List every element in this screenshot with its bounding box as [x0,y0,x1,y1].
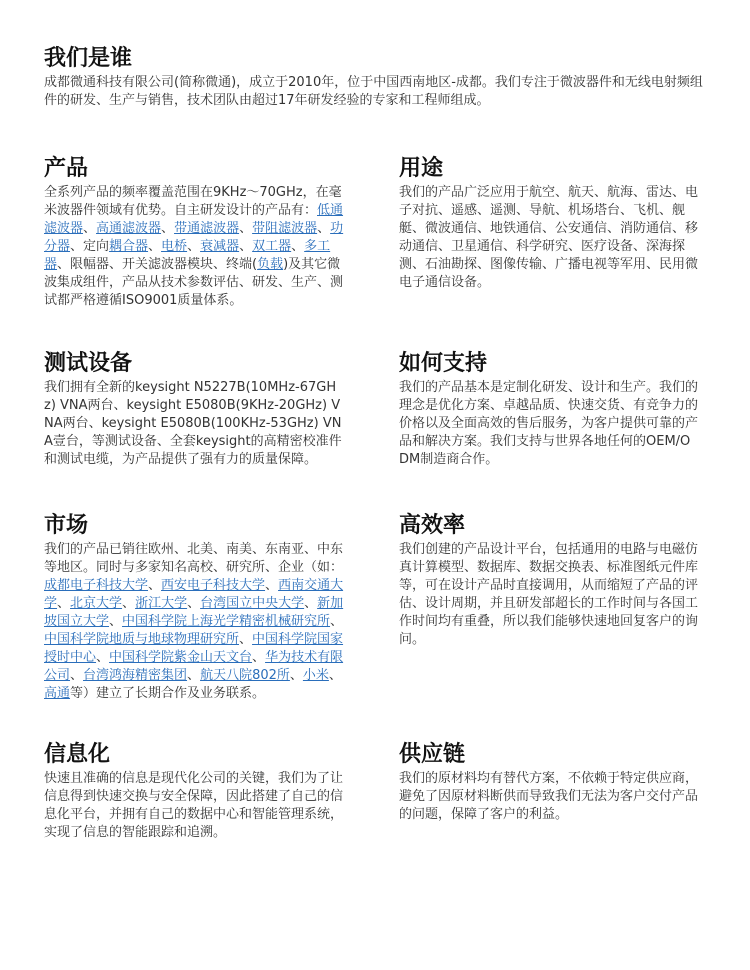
product-link[interactable]: 西南交通大学 [44,578,344,611]
product-link[interactable]: 衰减器 [200,239,240,254]
product-link[interactable]: 新加坡国立大学 [44,596,344,629]
product-link[interactable]: 带通滤波器 [174,221,240,236]
section-title: 产品 [44,156,89,181]
section-support [399,351,699,469]
section-text: 我们拥有全新的keysight N5227B(10MHz-67GHz) VNA两台、keysight E5080B(9KHz-20GHz) VNA两台、keysight E5080B(100KHz-53GHz) VNA壹台，等测试设备、全套keysight的高精密校准件和测试电缆，为产品提供了强有力的质量保障。 [44,380,342,467]
section-test-equipment [44,351,346,469]
section-title: 测试设备 [44,351,133,376]
product-link[interactable]: 台湾国立中央大学 [200,596,305,611]
text-segment: 、定向 [70,239,110,254]
section-text: 快速且准确的信息是现代化公司的关键，我们为了让信息得到快速交换与安全保障，因此搭建了自己的信息化平台，并拥有自己的数据中心和智能管理系统，实现了信息的智能跟踪和追溯。 [44,771,344,840]
text-segment: 、 [317,221,331,236]
section-text [44,184,346,310]
section-text: 成都微通科技有限公司(简称微通)，成立于2010年，位于中国西南地区-成都。我们专注于微波器件和无线电射频组件的研发、生产与销售，技术团队由超过17年研发经验的专家和工程师组成。 [44,75,703,108]
text-segment: 、 [96,650,110,665]
product-link[interactable]: 小米 [302,668,329,683]
section-about [44,46,704,110]
text-segment: 、 [291,239,305,254]
product-link[interactable]: 浙江大学 [135,596,188,611]
product-link[interactable]: 功分器 [44,221,344,254]
product-link[interactable]: 双工器 [252,239,292,254]
product-link[interactable]: 台湾鸿海精密集团 [83,668,188,683]
text-segment: 、 [187,596,201,611]
product-link[interactable]: 华为技术有限公司 [44,650,344,683]
product-link[interactable]: 带阻滤波器 [252,221,318,236]
text-segment: 、 [239,632,253,647]
product-link[interactable]: 高通 [44,686,71,701]
section-uses [399,156,699,292]
section-title: 用途 [399,156,444,181]
section-products [44,156,346,310]
product-link[interactable]: 电桥 [161,239,188,254]
section-title: 市场 [44,513,89,538]
text-segment: 、 [252,650,266,665]
section-supply-chain [399,742,699,824]
text-segment: 、 [148,239,162,254]
section-market [44,513,346,703]
text-segment: 、限幅器、开关滤波器模块、终端( [57,257,258,272]
section-text: 我们创建的产品设计平台，包括通用的电路与电磁仿真计算模型、数据库、数据交换表、标准图纸元件库等，可在设计产品时直接调用，从而缩短了产品的评估、设计周期，并且研发部超长的工作时间与各国工作时间均有重叠，所以我们能够快速地回复客户的询问。 [399,542,699,647]
section-text: 我们的原材料均有替代方案，不依赖于特定供应商，避免了因原材料断供而导致我们无法为客户交付产品的问题，保障了客户的利益。 [399,771,699,822]
product-link[interactable]: 低通滤波器 [44,203,344,236]
text-segment: 、 [187,239,201,254]
section-efficiency [399,513,699,649]
section-title: 供应链 [399,742,466,767]
text-segment: 、 [187,668,201,683]
section-text [44,541,346,703]
text-segment: 、 [122,596,136,611]
product-link[interactable]: 高通滤波器 [96,221,162,236]
section-title: 高效率 [399,513,466,538]
text-segment: 、 [265,578,279,593]
text-segment: 、 [57,596,71,611]
text-segment: 、 [148,578,162,593]
text-segment: 、 [70,668,84,683]
section-title: 如何支持 [399,351,488,376]
text-segment: 我们的产品已销往欧州、北美、南美、东南亚、中东等地区。同时与多家知名高校、研究所、企业（如： [44,542,344,575]
product-link[interactable]: 航天八院802所 [200,668,290,683]
text-segment: 、 [239,221,253,236]
product-link[interactable]: 中国科学院上海光学精密机械研究所 [122,614,331,629]
product-link[interactable]: 耦合器 [109,239,149,254]
product-link[interactable]: 多工器 [44,239,331,272]
text-segment: 、 [328,668,342,683]
text-segment: 等）建立了长期合作及业务联系。 [70,686,266,701]
text-segment: 、 [161,221,175,236]
section-informatization [44,742,346,842]
text-segment: 、 [330,614,344,629]
product-link[interactable]: 成都电子科技大学 [44,578,149,593]
text-segment: )及其它微波集成组件，产品从技术参数评估、研发、生产、测试都严格遵循ISO9001质量体系。 [44,257,344,308]
text-segment: 、 [109,614,123,629]
text-segment: 、 [239,239,253,254]
product-link[interactable]: 西安电子科技大学 [161,578,266,593]
product-link[interactable]: 北京大学 [70,596,123,611]
text-segment: 、 [304,596,318,611]
section-title: 我们是谁 [44,46,133,71]
text-segment: 、 [83,221,97,236]
section-text: 我们的产品基本是定制化研发、设计和生产。我们的理念是优化方案、卓越品质、快速交货、有竞争力的价格以及全面高效的售后服务，为客户提供可靠的产品和解决方案。我们支持与世界各地任何的OEM/ODM制造商合作。 [399,380,699,467]
product-link[interactable]: 中国科学院紫金山天文台 [109,650,253,665]
section-title: 信息化 [44,742,111,767]
section-text: 我们的产品广泛应用于航空、航天、航海、雷达、电子对抗、遥感、遥测、导航、机场塔台、飞机、舰艇、微波通信、地铁通信、公安通信、消防通信、移动通信、卫星通信、科学研究、医疗设备、深海探测、石油勘探、图像传输、广播电视等军用、民用微电子通信设备。 [399,185,699,290]
product-link[interactable]: 中国科学院国家授时中心 [44,632,344,665]
product-link[interactable]: 负载 [257,257,284,272]
text-segment: 、 [289,668,303,683]
product-link[interactable]: 中国科学院地质与地球物理研究所 [44,632,240,647]
text-segment: 全系列产品的频率覆盖范围在9KHz～70GHz，在毫米波器件领域有优势。自主研发设计的产品有： [44,185,342,218]
